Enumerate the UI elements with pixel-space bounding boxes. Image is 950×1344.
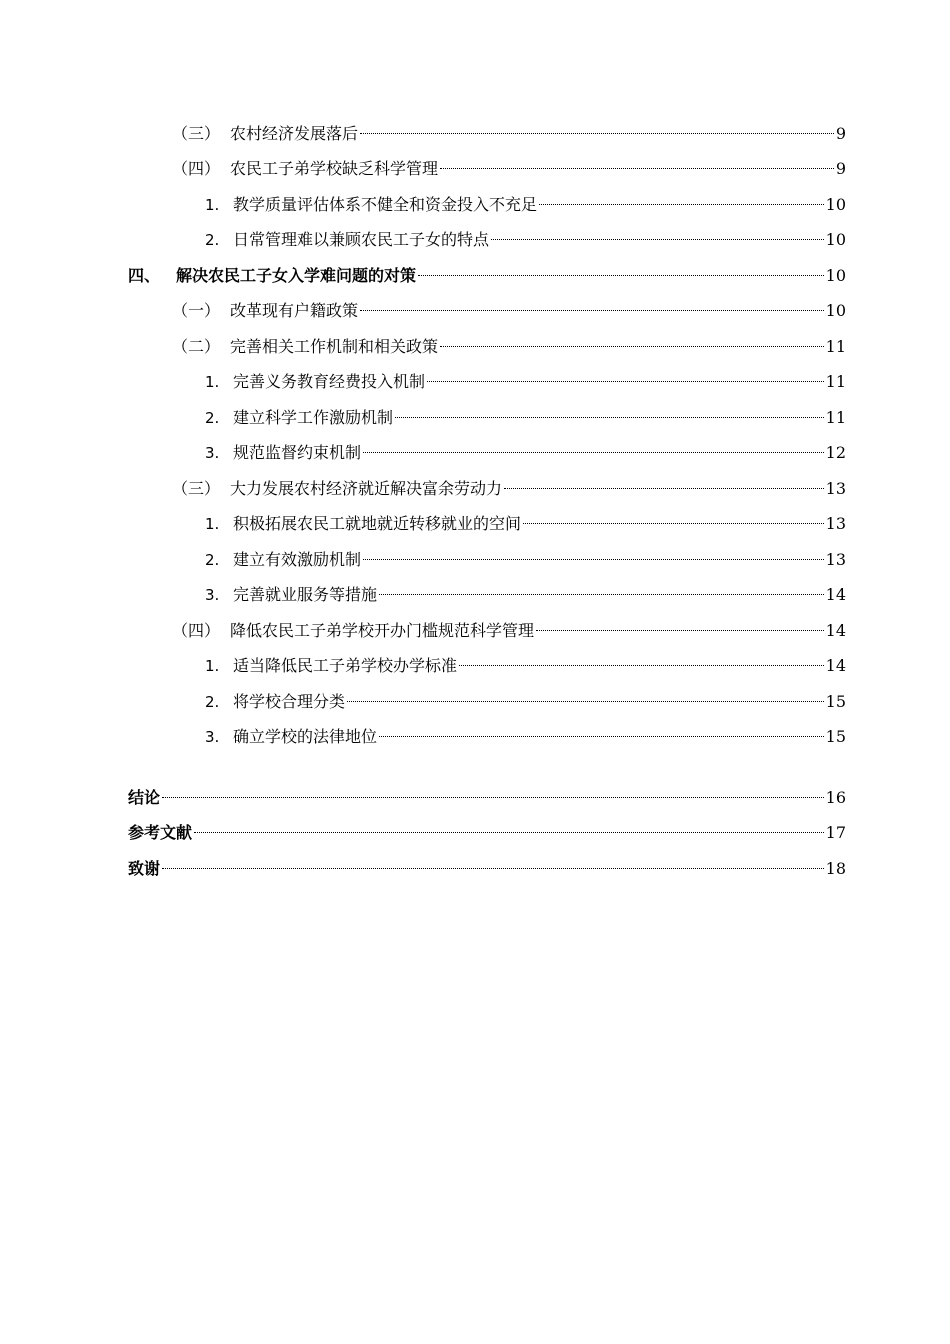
dot-leader [379, 594, 824, 595]
toc-entry-title: 积极拓展农民工就地就近转移就业的空间 [233, 514, 522, 533]
toc-entry[interactable] [205, 441, 846, 465]
toc-entry-number: 3. [205, 586, 220, 604]
toc-entry[interactable] [128, 264, 846, 288]
toc-entry[interactable] [205, 370, 846, 394]
dot-leader [363, 452, 824, 453]
toc-entry-page: 13 [825, 514, 846, 533]
toc-entry-number: 1. [205, 373, 220, 391]
toc-entry[interactable] [205, 406, 846, 430]
toc-entry-title: 日常管理难以兼顾农民工子女的特点 [233, 230, 490, 249]
toc-entry-title: 农民工子弟学校缺乏科学管理 [230, 159, 439, 178]
toc-entry[interactable] [172, 299, 846, 323]
toc-entry-number: 3. [205, 444, 220, 462]
dot-leader [363, 559, 824, 560]
toc-entry[interactable] [172, 335, 846, 359]
dot-leader [459, 665, 824, 666]
dot-leader [162, 797, 824, 798]
toc-entry-page: 12 [825, 443, 846, 462]
toc-entry-title: 致谢 [128, 859, 161, 878]
dot-leader [379, 736, 824, 737]
toc-entry-title: 农村经济发展落后 [230, 124, 359, 143]
toc-entry-title: 参考文献 [128, 823, 193, 842]
toc-entry-page: 9 [835, 159, 846, 178]
toc-entry-number: （四） [172, 621, 221, 640]
toc-entry-number: 3. [205, 728, 220, 746]
dot-leader [194, 832, 824, 833]
toc-entry-number: 四、 [128, 266, 161, 285]
toc-entry-title: 完善就业服务等措施 [233, 585, 378, 604]
toc-entry-title: 规范监督约束机制 [233, 443, 362, 462]
toc-entry-number: （一） [172, 301, 221, 320]
toc-entry-title: 教学质量评估体系不健全和资金投入不充足 [233, 195, 538, 214]
toc-entry-number: （三） [172, 124, 221, 143]
toc-entry[interactable] [172, 157, 846, 181]
dot-leader [360, 310, 824, 311]
toc-entry-title: 结论 [128, 788, 161, 807]
toc-entry-page: 18 [825, 859, 846, 878]
dot-leader [162, 868, 824, 869]
toc-entry-page: 11 [825, 337, 846, 356]
toc-entry-page: 16 [825, 788, 846, 807]
toc-entry-page: 14 [825, 656, 846, 675]
toc-entry-page: 10 [825, 301, 846, 320]
toc-entry[interactable] [205, 583, 846, 607]
toc-entry-number: （二） [172, 337, 221, 356]
dot-leader [536, 630, 824, 631]
toc-entry-page: 15 [825, 727, 846, 746]
toc-entry-page: 10 [825, 230, 846, 249]
toc-entry[interactable] [205, 654, 846, 678]
toc-entry-title: 建立有效激励机制 [233, 550, 362, 569]
toc-entry-title: 降低农民工子弟学校开办门槛规范科学管理 [230, 621, 535, 640]
toc-entry-page: 9 [835, 124, 846, 143]
toc-entry-number: 2. [205, 231, 220, 249]
toc-entry[interactable] [172, 619, 846, 643]
toc-entry-number: 2. [205, 551, 220, 569]
toc-entry[interactable] [205, 228, 846, 252]
toc-entry-number: 2. [205, 693, 220, 711]
toc-entry-number: 1. [205, 196, 220, 214]
toc-entry[interactable] [128, 786, 846, 810]
toc-entry[interactable] [205, 512, 846, 536]
toc-entry-title: 改革现有户籍政策 [230, 301, 359, 320]
toc-entry-title: 适当降低民工子弟学校办学标准 [233, 656, 458, 675]
dot-leader [360, 133, 834, 134]
toc-entry-title: 将学校合理分类 [233, 692, 346, 711]
toc-entry-page: 10 [825, 195, 846, 214]
toc-entry-title: 确立学校的法律地位 [233, 727, 378, 746]
toc-entry[interactable] [172, 122, 846, 146]
toc-entry-page: 14 [825, 621, 846, 640]
toc-entry[interactable] [172, 477, 846, 501]
toc-entry-page: 15 [825, 692, 846, 711]
toc-entry-title: 完善相关工作机制和相关政策 [230, 337, 439, 356]
toc-entry-title: 大力发展农村经济就近解决富余劳动力 [230, 479, 503, 498]
toc-entry-page: 14 [825, 585, 846, 604]
toc-entry-number: 1. [205, 657, 220, 675]
toc-entry-page: 17 [825, 823, 846, 842]
toc-entry[interactable] [205, 548, 846, 572]
toc-entry-page: 11 [825, 408, 846, 427]
toc-entry-title: 完善义务教育经费投入机制 [233, 372, 426, 391]
toc-entry-title: 建立科学工作激励机制 [233, 408, 394, 427]
toc-entry-title: 解决农民工子女入学难问题的对策 [176, 266, 417, 285]
dot-leader [418, 275, 824, 276]
dot-leader [539, 204, 824, 205]
dot-leader [395, 417, 824, 418]
toc-entry-number: （三） [172, 479, 221, 498]
dot-leader [491, 239, 824, 240]
toc-entry-page: 10 [825, 266, 846, 285]
dot-leader [504, 488, 824, 489]
toc-entry-page: 13 [825, 479, 846, 498]
toc-entry[interactable] [205, 690, 846, 714]
dot-leader [440, 346, 824, 347]
dot-leader [347, 701, 824, 702]
dot-leader [440, 168, 834, 169]
dot-leader [523, 523, 824, 524]
toc-entry-number: 2. [205, 409, 220, 427]
toc-entry-number: （四） [172, 159, 221, 178]
toc-entry-number: 1. [205, 515, 220, 533]
toc-entry[interactable] [205, 725, 846, 749]
toc-entry[interactable] [205, 193, 846, 217]
dot-leader [427, 381, 824, 382]
toc-entry[interactable] [128, 857, 846, 881]
toc-entry[interactable] [128, 821, 846, 845]
toc-entry-page: 13 [825, 550, 846, 569]
toc-entry-page: 11 [825, 372, 846, 391]
